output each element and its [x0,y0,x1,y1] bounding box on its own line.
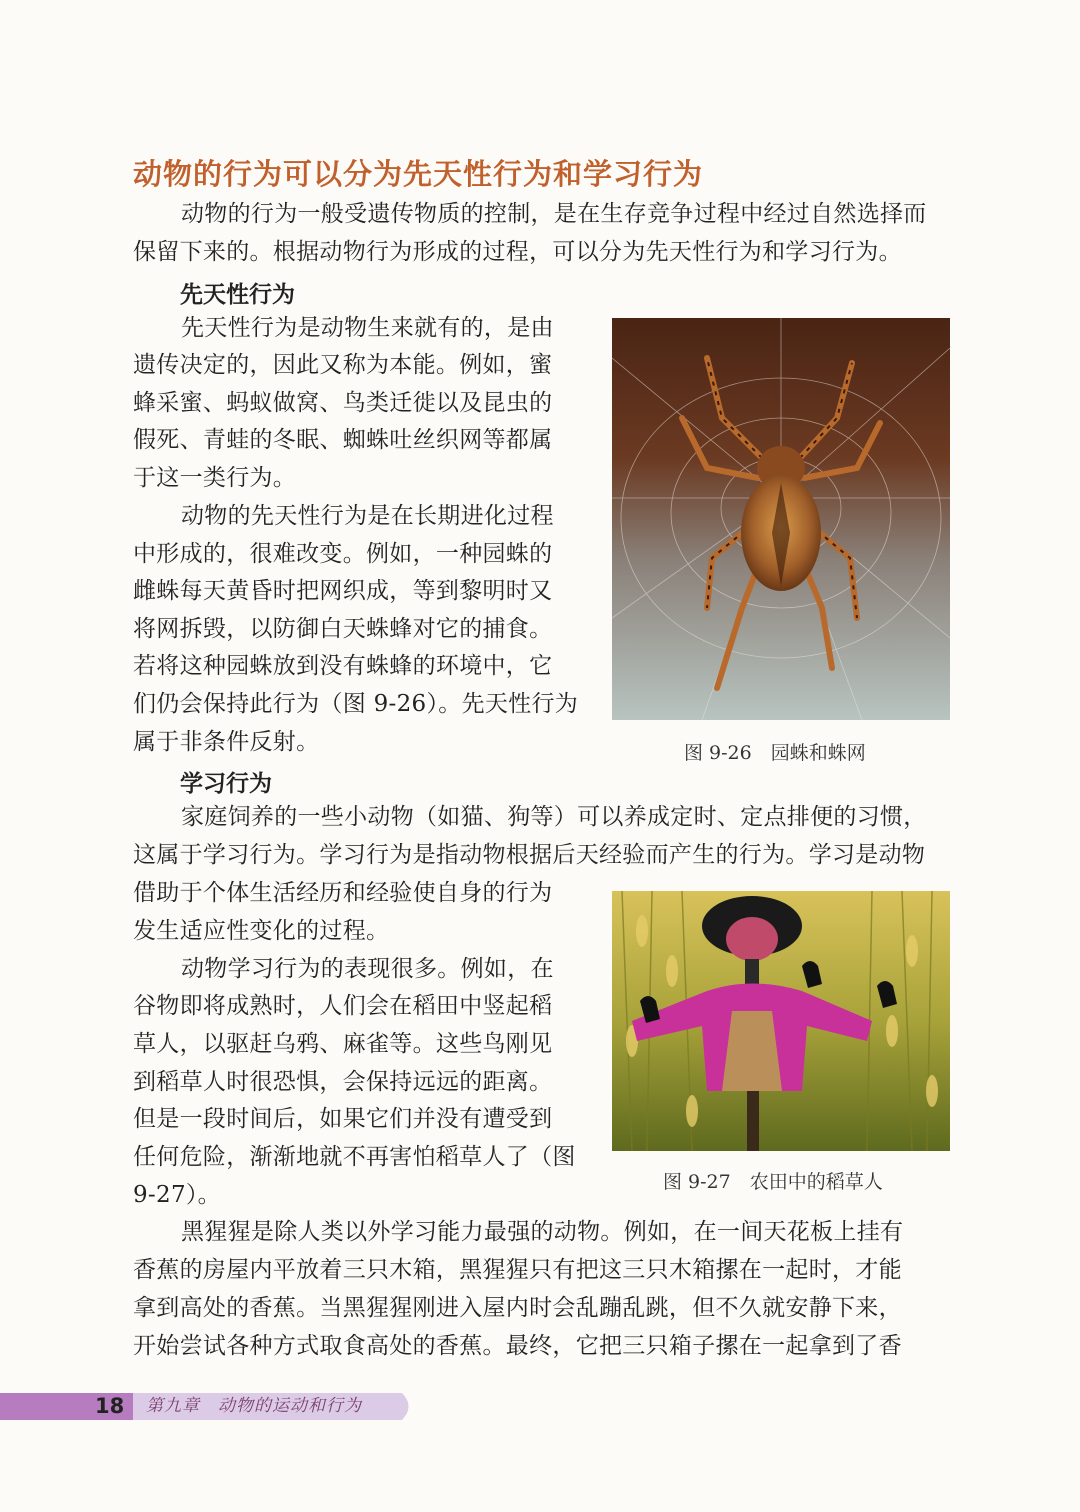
learned-line: 9-27）。 [133,1182,221,1208]
figure-caption-9-26: 图 9-26 园蛛和蛛网 [684,742,866,764]
chimp-line: 香蕉的房屋内平放着三只木箱，黑猩猩只有把这三只木箱摞在一起时，才能 [133,1257,902,1283]
innate-line: 将网拆毁，以防御白天蛛蜂对它的捕食。 [133,616,553,642]
innate-line: 们仍会保持此行为（图 9-26）。先天性行为 [133,691,579,717]
learned-line: 草人，以驱赶乌鸦、麻雀等。这些鸟刚见 [133,1031,553,1057]
innate-line: 雌蛛每天黄昏时把网织成，等到黎明时又 [133,578,553,604]
chimp-line: 拿到高处的香蕉。当黑猩猩刚进入屋内时会乱蹦乱跳，但不久就安静下来， [133,1295,902,1321]
chapter-title: 第九章 动物的运动和行为 [146,1396,362,1416]
learned-full-line: 这属于学习行为。学习行为是指动物根据后天经验而产生的行为。学习是动物 [133,842,926,868]
intro-line-1: 动物的行为一般受遗传物质的控制，是在生存竞争过程中经过自然选择而 [181,201,927,227]
learned-line: 借助于个体生活经历和经验使自身的行为 [133,880,553,906]
innate-line: 假死、青蛙的冬眠、蜘蛛吐丝织网等都属 [133,427,553,453]
learned-line: 但是一段时间后，如果它们并没有遭受到 [133,1106,553,1132]
page-number: 18 [95,1394,125,1418]
figure-caption-9-27: 图 9-27 农田中的稻草人 [663,1171,883,1193]
innate-line: 中形成的，很难改变。例如，一种园蛛的 [133,541,553,567]
learned-line: 动物学习行为的表现很多。例如，在 [181,956,554,982]
innate-line: 先天性行为是动物生来就有的，是由 [181,315,554,341]
chimp-line: 开始尝试各种方式取食高处的香蕉。最终，它把三只箱子摞在一起拿到了香 [133,1333,902,1359]
learned-heading: 学习行为 [180,771,272,797]
innate-line: 若将这种园蛛放到没有蛛蜂的环境中，它 [133,653,553,679]
innate-line: 于这一类行为。 [133,465,297,491]
intro-line-2: 保留下来的。根据动物行为形成的过程，可以分为先天性行为和学习行为。 [133,239,902,265]
learned-full-line: 家庭饲养的一些小动物（如猫、狗等）可以养成定时、定点排便的习惯， [181,804,927,830]
chimp-line: 黑猩猩是除人类以外学习能力最强的动物。例如，在一间天花板上挂有 [181,1219,904,1245]
innate-line: 属于非条件反射。 [133,729,320,755]
innate-line: 蜂采蜜、蚂蚁做窝、鸟类迁徙以及昆虫的 [133,390,553,416]
innate-line: 遗传决定的，因此又称为本能。例如，蜜 [133,352,553,378]
learned-line: 发生适应性变化的过程。 [133,918,390,944]
innate-heading: 先天性行为 [180,282,295,308]
section-title: 动物的行为可以分为先天性行为和学习行为 [133,157,704,191]
learned-line: 任何危险，渐渐地就不再害怕稻草人了（图 [133,1144,576,1170]
innate-line: 动物的先天性行为是在长期进化过程 [181,503,554,529]
learned-line: 到稻草人时很恐惧，会保持远远的距离。 [133,1069,553,1095]
figure-scarecrow-photo [612,891,950,1151]
figure-spider-photo [612,318,950,720]
learned-line: 谷物即将成熟时，人们会在稻田中竖起稻 [133,993,553,1019]
